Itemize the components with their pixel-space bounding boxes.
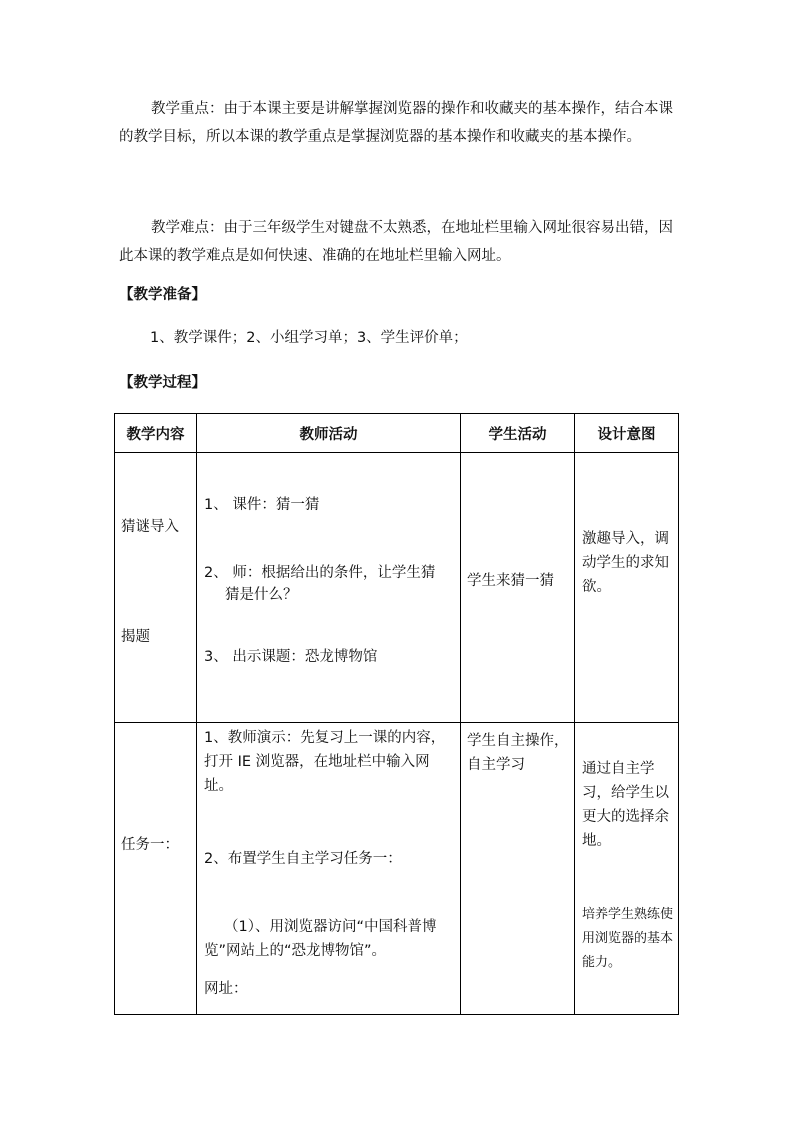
- teacher-step-2b: 猜是什么？: [225, 587, 298, 603]
- header-content: 教学内容: [115, 414, 197, 453]
- cell-teacher: [197, 453, 461, 723]
- preparation-list: 1、教学课件；2、小组学习单；3、学生评价单；: [150, 330, 468, 346]
- design-intent: 激趣导入，调动学生的求知欲。: [582, 531, 669, 595]
- cell-student: [461, 453, 575, 723]
- teacher-step-1: 1、 课件：猜一猜: [204, 497, 320, 513]
- intent-skill: 培养学生熟练使用浏览器的基本能力。: [582, 907, 674, 970]
- header-student: 学生活动: [461, 414, 575, 453]
- cell-content: [115, 453, 197, 723]
- cell-intent: [575, 723, 679, 1015]
- difficulties-paragraph: 教学难点：由于三年级学生对键盘不太熟悉，在地址栏里输入网址很容易出错，因此本课的教学难点是如何快速、准确的在地址栏里输入网址。: [119, 220, 673, 264]
- table-row: [115, 723, 679, 1015]
- intent-choice: 通过自主学习，给学生以更大的选择余地。: [582, 761, 669, 849]
- teacher-assign: 2、布置学生自主学习任务一：: [204, 851, 402, 867]
- table-header-row: [115, 414, 679, 453]
- teacher-step-3: 3、 出示课题：恐龙博物馆: [204, 649, 378, 665]
- cell-intent: [575, 453, 679, 723]
- teacher-demo: 1、教师演示：先复习上一课的内容，打开 IE 浏览器，在地址栏中输入网址。: [204, 730, 446, 794]
- task-one-label: 任务一：: [121, 837, 179, 853]
- teacher-url-label: 网址：: [204, 981, 248, 997]
- content-title: 揭题: [121, 629, 150, 645]
- process-heading: 【教学过程】: [119, 375, 206, 391]
- student-self-study: 学生自主操作，自主学习: [467, 733, 569, 773]
- table-row: [115, 453, 679, 723]
- cell-teacher: [197, 723, 461, 1015]
- content-intro: 猜谜导入: [121, 519, 179, 535]
- cell-content: [115, 723, 197, 1015]
- header-intent: 设计意图: [575, 414, 679, 453]
- lesson-table: [114, 413, 679, 1015]
- key-points-paragraph: 教学重点：由于本课主要是讲解掌握浏览器的操作和收藏夹的基本操作，结合本课的教学目标，所以本课的教学重点是掌握浏览器的基本操作和收藏夹的基本操作。: [119, 101, 673, 145]
- cell-student: [461, 723, 575, 1015]
- teacher-task-detail: （1）、用浏览器访问“中国科普博览”网站上的“恐龙博物馆”。: [204, 919, 437, 959]
- preparation-heading: 【教学准备】: [119, 287, 206, 303]
- header-teacher: 教师活动: [197, 414, 461, 453]
- teacher-step-2a: 2、 师：根据给出的条件，让学生猜: [204, 565, 436, 581]
- student-activity: 学生来猜一猜: [467, 573, 554, 589]
